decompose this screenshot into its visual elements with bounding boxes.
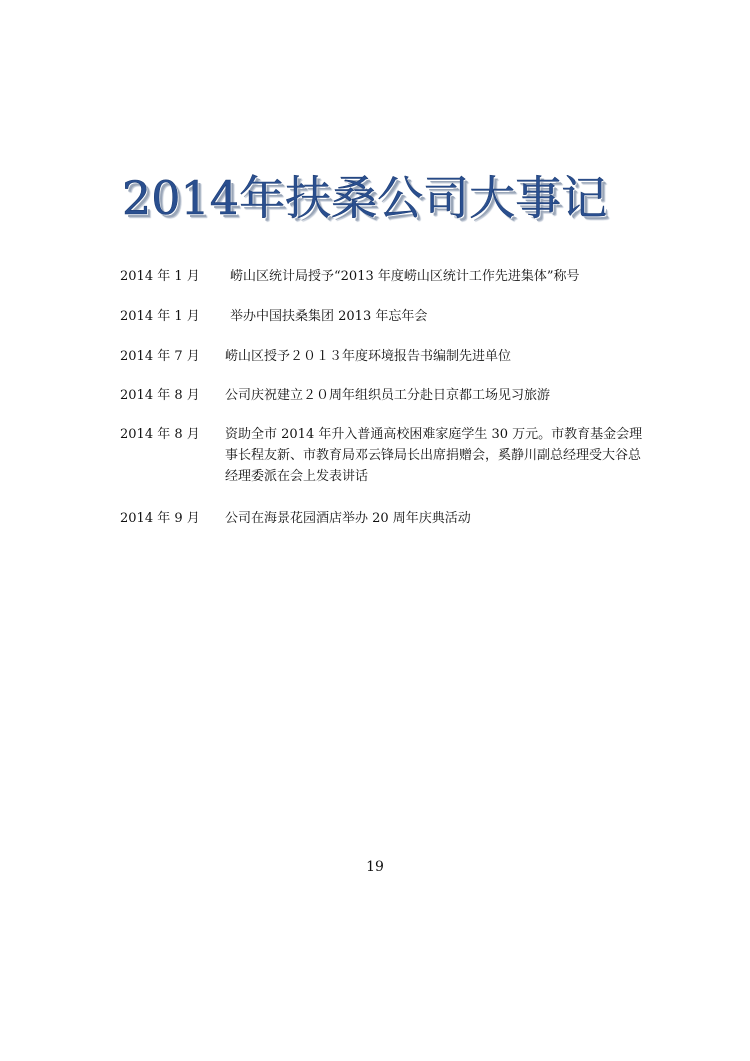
entry-date: 2014 年 1 月 [120, 309, 200, 324]
entry-text: 崂山区授予２０１３年度环境报告书编制先进单位 [225, 349, 512, 364]
entry-date: 2014 年 9 月 [120, 511, 200, 526]
page-number: 19 [366, 859, 384, 875]
entry-text: 公司庆祝建立２０周年组织员工分赴日京都工场见习旅游 [225, 388, 551, 403]
entry-date: 2014 年 7 月 [120, 349, 200, 364]
entry-date: 2014 年 8 月 [120, 388, 200, 403]
entry-text: 崂山区统计局授予“2013 年度崂山区统计工作先进集体”称号 [230, 269, 580, 284]
entry-text: 资助全市 2014 年升入普通高校困难家庭学生 30 万元。市教育基金会理事长程友新、市教育局邓云锋局长出席捐赠会，奚静川副总经理受大谷总经理委派在会上发表讲话 [225, 427, 643, 484]
entry-text: 举办中国扶桑集团 2013 年忘年会 [230, 309, 428, 324]
entry-date: 2014 年 8 月 [120, 427, 200, 442]
entry-text: 公司在海景花园酒店举办 20 周年庆典活动 [225, 511, 471, 526]
entry-date: 2014 年 1 月 [120, 269, 200, 284]
page-title: 2014年扶桑公司大事记 [122, 171, 608, 225]
